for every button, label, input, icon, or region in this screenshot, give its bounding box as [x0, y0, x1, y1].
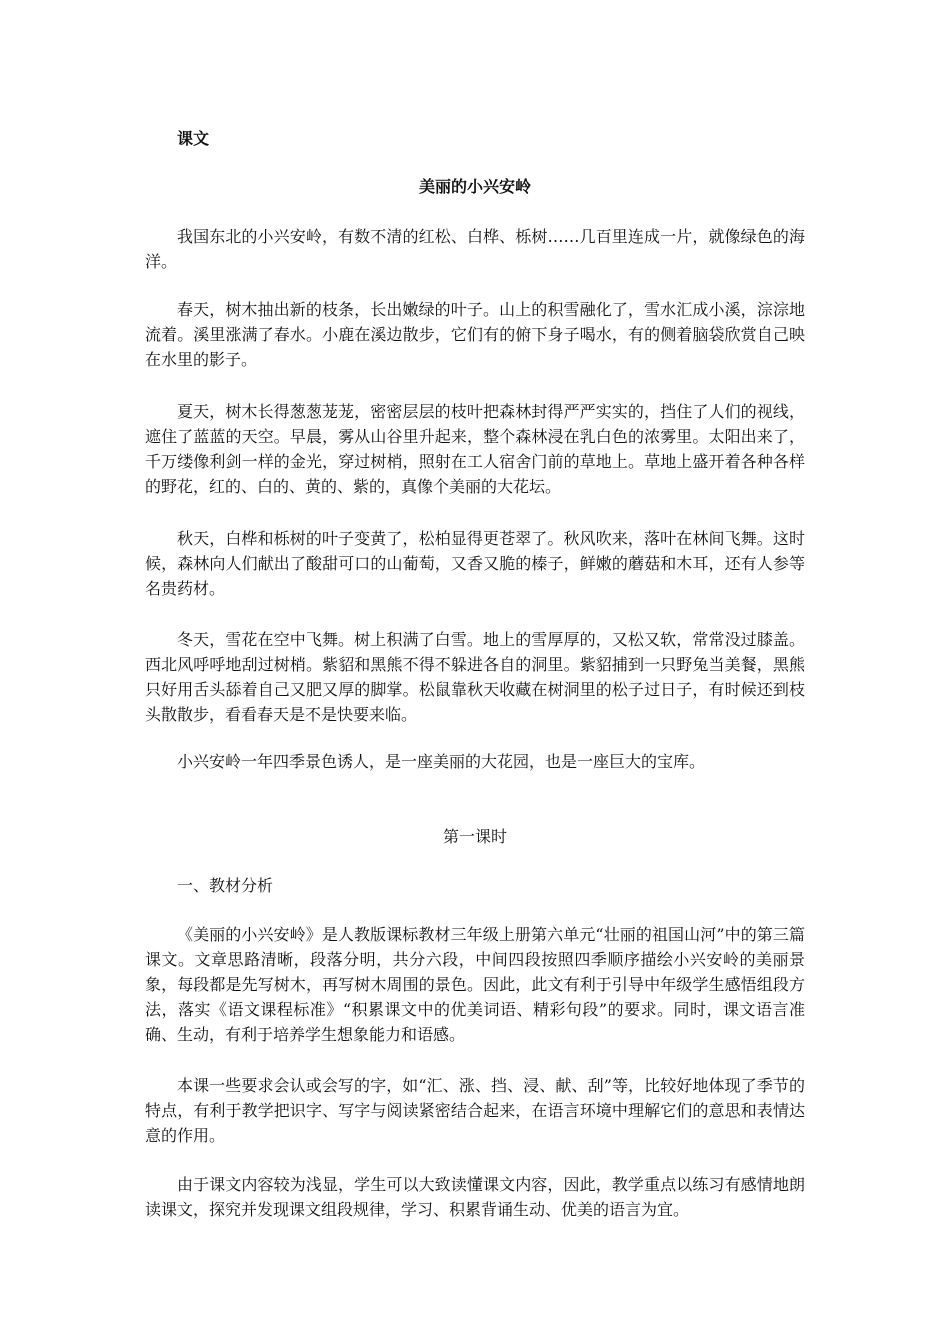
paragraph-winter: 冬天，雪花在空中飞舞。树上积满了白雪。地上的雪厚厚的，又松又软，常常没过膝盖。西北风呼呼地刮过树梢。紫貂和黑熊不得不躲进各自的洞里。紫貂捕到一只野兔当美餐，黑熊只好用舌头舔着自己又肥又厚的脚掌。松鼠靠秋天收藏在树洞里的松子过日子，有时候还到枝头散散步，看看春天是不是快要来临。: [145, 630, 805, 724]
paragraph-spring: 春天，树木抽出新的枝条，长出嫩绿的叶子。山上的积雪融化了，雪水汇成小溪，淙淙地流着。溪里涨满了春水。小鹿在溪边散步，它们有的俯下身子喝水，有的侧着脑袋欣赏自己映在水里的影子。: [145, 300, 805, 369]
paragraph-conclusion: 小兴安岭一年四季景色诱人，是一座美丽的大花园，也是一座巨大的宝库。: [177, 752, 706, 771]
paragraph-intro: 我国东北的小兴安岭，有数不清的红松、白桦、栎树……几百里连成一片，就像绿色的海洋。: [145, 227, 805, 271]
analysis-paragraph: 本课一些要求会认或会写的字，如“汇、涨、挡、浸、献、刮”等，比较好地体现了季节的特点，有利于教学把识字、写字与阅读紧密结合起来，在语言环境中理解它们的意思和表情达意的作用。: [145, 1076, 805, 1145]
section-label: 课文: [177, 129, 210, 148]
analysis-paragraph: 《美丽的小兴安岭》是人教版课标教材三年级上册第六单元“壮丽的祖国山河”中的第三篇课文。文章思路清晰，段落分明，共分六段，中间四段按照四季顺序描绘小兴安岭的美丽景象，每段都是先写树木，再写树木周围的景色。因此，此文有利于引导中年级学生感悟组段方法，落实《语文课程标准》“积累课文中的优美词语、精彩句段”的要求。同时，课文语言准确、生动，有利于培养学生想象能力和语感。: [145, 925, 805, 1044]
paragraph-summer: 夏天，树木长得葱葱茏茏，密密层层的枝叶把森林封得严严实实的，挡住了人们的视线，遮住了蓝蓝的天空。早晨，雾从山谷里升起来，整个森林浸在乳白色的浓雾里。太阳出来了，千万缕像利剑一样的金光，穿过树梢，照射在工人宿舍门前的草地上。草地上盛开着各种各样的野花，红的、白的、黄的、紫的，真像个美丽的大花坛。: [145, 402, 805, 496]
analysis-heading: 一、教材分析: [177, 876, 274, 895]
lesson-heading: 第一课时: [442, 827, 507, 846]
paragraph-autumn: 秋天，白桦和栎树的叶子变黄了，松柏显得更苍翠了。秋风吹来，落叶在林间飞舞。这时候，森林向人们献出了酸甜可口的山葡萄，又香又脆的榛子，鲜嫩的蘑菇和木耳，还有人参等名贵药材。: [145, 529, 805, 598]
analysis-paragraph: 由于课文内容较为浅显，学生可以大致读懂课文内容，因此，教学重点以练习有感情地朗读课文，探究并发现课文组段规律，学习、积累背诵生动、优美的语言为宜。: [145, 1175, 805, 1219]
lesson-title: 美丽的小兴安岭: [418, 177, 531, 196]
